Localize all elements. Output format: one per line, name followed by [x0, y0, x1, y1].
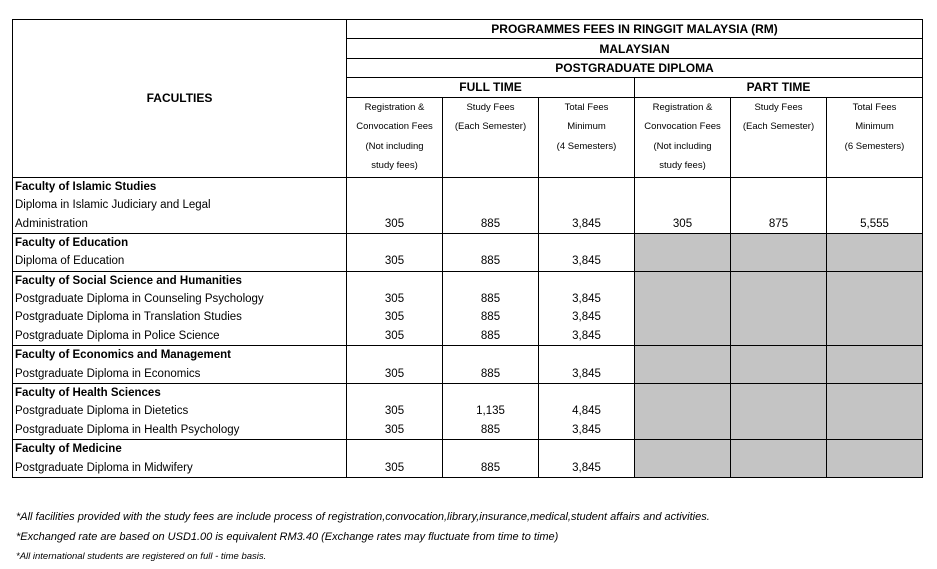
faculty-row [13, 271, 923, 290]
fee-cell [635, 421, 731, 440]
column-header-line: Total Fees [564, 101, 609, 113]
faculty-group [13, 346, 923, 384]
fee-cell: 305 [347, 402, 443, 420]
fee-cell [635, 233, 731, 252]
fee-cell: 875 [731, 214, 827, 233]
fee-cell: 1,135 [443, 402, 539, 420]
fee-cell [731, 290, 827, 308]
fee-cell: 3,845 [539, 421, 635, 440]
fee-cell [731, 308, 827, 326]
fee-cell [539, 177, 635, 196]
fee-cell [347, 196, 443, 214]
fee-cell [443, 233, 539, 252]
column-header [827, 97, 923, 177]
table-title: PROGRAMMES FEES IN RINGGIT MALAYSIA (RM) [347, 20, 923, 39]
fee-cell [539, 383, 635, 402]
fee-cell [827, 440, 923, 459]
fee-cell: 885 [443, 421, 539, 440]
fee-cell [539, 196, 635, 214]
fee-cell [443, 383, 539, 402]
programme-name: Administration [13, 214, 347, 233]
fee-cell: 3,845 [539, 290, 635, 308]
fee-cell [635, 177, 731, 196]
programme-name: Postgraduate Diploma in Translation Studies [13, 308, 347, 326]
footnote: *Exchanged rate are based on USD1.00 is equivalent RM3.40 (Exchange rates may fluctuate from time to time) [16, 530, 559, 543]
table-row [13, 402, 923, 420]
fee-cell [827, 421, 923, 440]
column-header-line: Registration & [364, 101, 425, 113]
fee-cell: 5,555 [827, 214, 923, 233]
programme-name: Postgraduate Diploma in Midwifery [13, 458, 347, 477]
faculty-name: Faculty of Social Science and Humanities [13, 271, 347, 290]
faculty-group [13, 177, 923, 233]
column-header-line: Study Fees [754, 101, 803, 113]
fee-cell [635, 327, 731, 346]
fee-cell: 3,845 [539, 458, 635, 477]
fee-cell: 305 [347, 421, 443, 440]
fee-cell: 885 [443, 327, 539, 346]
table-row [13, 364, 923, 383]
faculty-row [13, 440, 923, 459]
programme-name: Postgraduate Diploma in Dietetics [13, 402, 347, 420]
column-header-line: Minimum [855, 121, 894, 133]
fee-cell: 885 [443, 308, 539, 326]
fee-cell [539, 233, 635, 252]
column-header-line: (4 Semesters) [556, 140, 617, 152]
table-row [13, 421, 923, 440]
fee-cell: 885 [443, 214, 539, 233]
fee-cell: 3,845 [539, 308, 635, 326]
column-header-line: Study Fees [466, 101, 515, 113]
full-time-header: FULL TIME [347, 78, 635, 97]
table-row [13, 458, 923, 477]
faculty-row [13, 177, 923, 196]
programme-name: Postgraduate Diploma in Health Psychology [13, 421, 347, 440]
column-header-line: Registration & [652, 101, 713, 113]
fee-cell [635, 440, 731, 459]
column-header [539, 97, 635, 177]
faculty-row [13, 383, 923, 402]
table-row [13, 327, 923, 346]
part-time-header: PART TIME [635, 78, 923, 97]
fee-cell [827, 233, 923, 252]
column-header-line: Convocation Fees [356, 121, 433, 133]
column-header-line: study fees) [371, 160, 418, 172]
fee-cell [731, 364, 827, 383]
fee-cell [731, 271, 827, 290]
fee-cell: 305 [347, 290, 443, 308]
fee-cell: 885 [443, 364, 539, 383]
column-header [635, 97, 731, 177]
fee-cell [635, 271, 731, 290]
column-header-line: (Each Semester) [454, 121, 527, 133]
fee-cell: 305 [347, 364, 443, 383]
programme-name: Postgraduate Diploma in Economics [13, 364, 347, 383]
footnotes [16, 508, 710, 567]
fee-cell [443, 177, 539, 196]
fee-cell [731, 327, 827, 346]
fee-cell [635, 458, 731, 477]
column-header-line: (Each Semester) [742, 121, 815, 133]
faculty-name: Faculty of Economics and Management [13, 346, 347, 365]
fee-cell [827, 402, 923, 420]
fee-cell [731, 196, 827, 214]
fee-cell [635, 196, 731, 214]
fee-cell: 305 [347, 308, 443, 326]
faculty-name: Faculty of Medicine [13, 440, 347, 459]
fee-cell: 3,845 [539, 214, 635, 233]
faculty-row [13, 346, 923, 365]
fee-cell [827, 364, 923, 383]
fee-cell [347, 271, 443, 290]
fee-cell [347, 233, 443, 252]
fee-cell [635, 402, 731, 420]
fee-cell [827, 196, 923, 214]
programme-name: Diploma in Islamic Judiciary and Legal [13, 196, 347, 214]
table-row [13, 308, 923, 326]
fee-cell [347, 383, 443, 402]
fee-cell: 885 [443, 458, 539, 477]
column-header-line: study fees) [659, 160, 706, 172]
fee-cell: 305 [347, 458, 443, 477]
fee-cell [635, 308, 731, 326]
fee-cell [731, 458, 827, 477]
fee-cell [827, 308, 923, 326]
fee-cell [827, 383, 923, 402]
fee-cell [635, 252, 731, 271]
fees-table [12, 19, 923, 478]
faculties-header: FACULTIES [13, 20, 347, 178]
fee-cell: 305 [635, 214, 731, 233]
fee-cell [443, 196, 539, 214]
fee-cell [731, 440, 827, 459]
fee-cell [443, 346, 539, 365]
fee-cell: 3,845 [539, 364, 635, 383]
fee-cell [827, 177, 923, 196]
column-header [731, 97, 827, 177]
fee-cell [731, 252, 827, 271]
table-row [13, 214, 923, 233]
fee-cell [635, 364, 731, 383]
fee-cell [539, 271, 635, 290]
table-row [13, 196, 923, 214]
fee-cell [827, 271, 923, 290]
fee-cell [731, 383, 827, 402]
fee-cell [731, 402, 827, 420]
fee-cell [827, 290, 923, 308]
fee-cell [347, 177, 443, 196]
fee-cell: 305 [347, 252, 443, 271]
faculty-group [13, 271, 923, 346]
column-header-line: Convocation Fees [644, 121, 721, 133]
fee-cell: 305 [347, 327, 443, 346]
faculty-group [13, 233, 923, 271]
fee-cell: 885 [443, 290, 539, 308]
programme-name: Diploma of Education [13, 252, 347, 271]
faculty-group [13, 440, 923, 478]
fee-cell [635, 290, 731, 308]
fee-cell [827, 458, 923, 477]
fee-cell [827, 327, 923, 346]
fee-cell: 3,845 [539, 327, 635, 346]
programme-name: Postgraduate Diploma in Counseling Psychology [13, 290, 347, 308]
fee-cell: 4,845 [539, 402, 635, 420]
fee-cell: 3,845 [539, 252, 635, 271]
fee-cell [539, 440, 635, 459]
fee-cell [731, 233, 827, 252]
programme-name: Postgraduate Diploma in Police Science [13, 327, 347, 346]
faculty-name: Faculty of Health Sciences [13, 383, 347, 402]
table-row [13, 252, 923, 271]
level-header: POSTGRADUATE DIPLOMA [347, 58, 923, 77]
fee-cell [347, 346, 443, 365]
table-row [13, 290, 923, 308]
fee-cell: 885 [443, 252, 539, 271]
footnote: *All international students are registered on full - time basis. [16, 551, 267, 562]
fee-cell [443, 271, 539, 290]
faculty-name: Faculty of Education [13, 233, 347, 252]
fee-cell [731, 346, 827, 365]
fee-cell [827, 252, 923, 271]
footnote: *All facilities provided with the study fees are include process of registration,convocation,library,insurance,medical,student affairs and activities. [16, 511, 710, 523]
fee-cell [827, 346, 923, 365]
faculty-name: Faculty of Islamic Studies [13, 177, 347, 196]
column-header [443, 97, 539, 177]
fee-cell [731, 177, 827, 196]
nationality-header: MALAYSIAN [347, 39, 923, 58]
fee-cell: 305 [347, 214, 443, 233]
fee-cell [635, 383, 731, 402]
fee-cell [731, 421, 827, 440]
column-header-line: (6 Semesters) [844, 140, 905, 152]
fee-cell [635, 346, 731, 365]
column-header-line: (Not including [653, 140, 712, 152]
faculty-row [13, 233, 923, 252]
column-header-line: Total Fees [852, 101, 897, 113]
fee-cell [347, 440, 443, 459]
column-header [347, 97, 443, 177]
column-header-line: Minimum [567, 121, 606, 133]
fee-cell [539, 346, 635, 365]
column-header-line: (Not including [365, 140, 424, 152]
faculty-group [13, 383, 923, 439]
fee-cell [443, 440, 539, 459]
